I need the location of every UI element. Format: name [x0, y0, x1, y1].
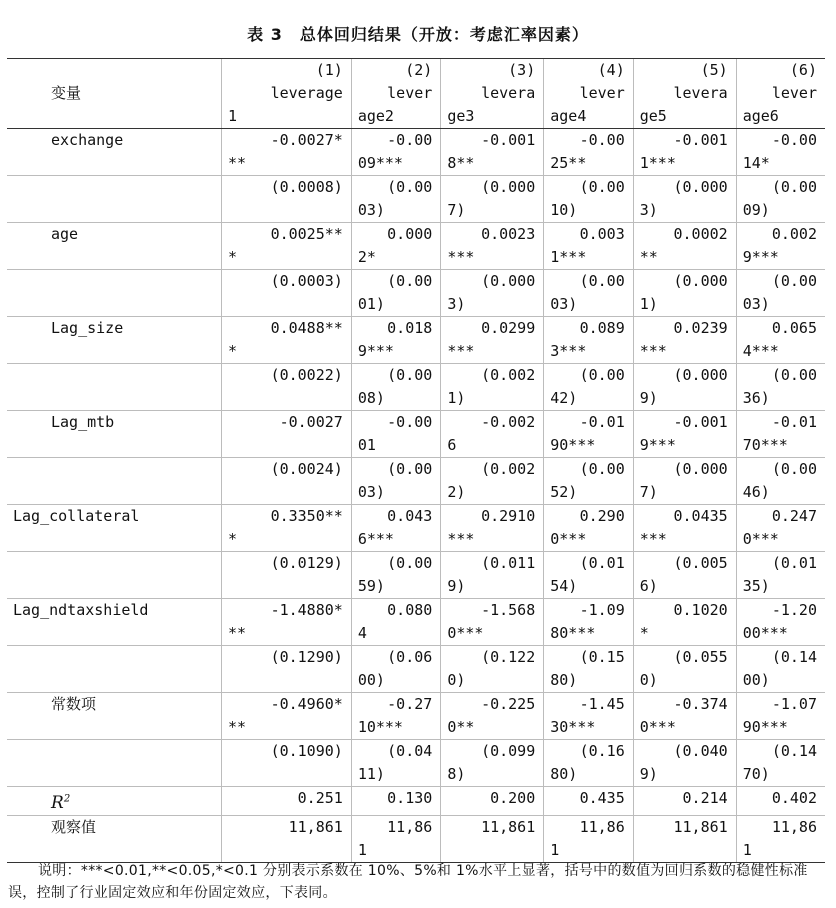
table-cell: (0.00: [351, 458, 441, 482]
table-cell: 03): [351, 481, 441, 505]
table-title: 表 3 总体回归结果（开放：考虑汇率因素）: [247, 25, 589, 44]
table-cell: 25**: [544, 152, 634, 176]
table-row: [7, 458, 825, 482]
table-cell: 0.003: [544, 223, 634, 247]
table-cell: 7): [633, 481, 736, 505]
table-cell: (0.00: [736, 176, 825, 200]
table-cell: 1): [633, 293, 736, 317]
table-cell: -1.20: [736, 599, 825, 623]
table-cell: (0.01: [544, 552, 634, 576]
row-label: 观察值: [7, 815, 222, 839]
table-cell: (0.16: [544, 740, 634, 764]
table-row: [7, 434, 825, 458]
table-cell: 6***: [351, 528, 441, 552]
table-cell: [222, 199, 352, 223]
table-cell: [222, 293, 352, 317]
row-label: Lag_collateral: [7, 505, 222, 529]
table-cell: 1: [544, 839, 634, 863]
table-cell: 03): [736, 293, 825, 317]
table-cell: (0.14: [736, 646, 825, 670]
table-cell: ***: [633, 528, 736, 552]
table-cell: (0.002: [441, 458, 544, 482]
table-row: [7, 176, 825, 200]
table-cell: 0***: [441, 622, 544, 646]
table-cell: -1.09: [544, 599, 634, 623]
table-cell: (5): [633, 59, 736, 83]
table-row: [7, 716, 825, 740]
row-label: [7, 763, 222, 787]
table-cell: (0.055: [633, 646, 736, 670]
table-row: [7, 815, 825, 839]
table-row: [7, 387, 825, 411]
table-cell: (0.1090): [222, 740, 352, 764]
table-cell: 0.214: [633, 787, 736, 816]
table-cell: (0.04: [351, 740, 441, 764]
table-cell: 0): [441, 669, 544, 693]
table-cell: 11,86: [736, 815, 825, 839]
table-cell: levera: [441, 82, 544, 105]
table-cell: 52): [544, 481, 634, 505]
table-cell: 0.2910: [441, 505, 544, 529]
table-cell: 90***: [544, 434, 634, 458]
table-cell: 14*: [736, 152, 825, 176]
table-cell: 0.3350**: [222, 505, 352, 529]
table-cell: 0.130: [351, 787, 441, 816]
table-cell: 08): [351, 387, 441, 411]
row-label: [7, 105, 222, 129]
table-cell: 2): [441, 481, 544, 505]
table-cell: ge5: [633, 105, 736, 129]
r-squared-label: $R^2$: [51, 792, 71, 813]
table-cell: ***: [441, 528, 544, 552]
table-row: [7, 481, 825, 505]
table-cell: 09***: [351, 152, 441, 176]
table-row: [7, 505, 825, 529]
table-cell: (0.1290): [222, 646, 352, 670]
row-label: [7, 716, 222, 740]
table-cell: 9): [441, 575, 544, 599]
table-cell: (0.000: [633, 270, 736, 294]
table-row: [7, 82, 825, 105]
table-cell: 11,861: [633, 815, 736, 839]
table-cell: (0.0129): [222, 552, 352, 576]
table-cell: leverage: [222, 82, 352, 105]
table-cell: age2: [351, 105, 441, 129]
table-cell: (6): [736, 59, 825, 83]
table-cell: 3): [633, 199, 736, 223]
table-cell: 0.065: [736, 317, 825, 341]
table-note: 说明：***<0.01,**<0.05,*<0.1 分别表示系数在 10%、5%和 1%水平上显著，括号中的数值为回归系数的稳健性标准误，控制了行业固定效应和年份固定效应，下表同。: [8, 863, 808, 901]
table-cell: 9***: [633, 434, 736, 458]
table-cell: (0.00: [736, 270, 825, 294]
table-cell: 1***: [633, 152, 736, 176]
table-cell: 0.1020: [633, 599, 736, 623]
table-cell: -0.374: [633, 693, 736, 717]
table-cell: (0.000: [441, 176, 544, 200]
table-cell: 70): [736, 763, 825, 787]
row-label: [7, 646, 222, 670]
table-cell: (0.00: [736, 364, 825, 388]
table-cell: (0.0008): [222, 176, 352, 200]
table-cell: 0.435: [544, 787, 634, 816]
table-cell: (0.0022): [222, 364, 352, 388]
table-cell: (0.01: [736, 552, 825, 576]
table-row: [7, 740, 825, 764]
row-label: [7, 481, 222, 505]
table-cell: 0.018: [351, 317, 441, 341]
table-cell: -0.01: [736, 411, 825, 435]
table-cell: -0.4960*: [222, 693, 352, 717]
table-cell: 7): [441, 199, 544, 223]
table-cell: 11,86: [544, 815, 634, 839]
table-cell: -0.001: [441, 129, 544, 153]
row-label: exchange: [51, 131, 124, 149]
row-label: Lag_mtb: [7, 411, 222, 435]
table-cell: lever: [736, 82, 825, 105]
row-label: [7, 458, 222, 482]
table-cell: 1: [222, 105, 352, 129]
table-row: [7, 340, 825, 364]
table-cell: 00***: [736, 622, 825, 646]
table-cell: (0.0024): [222, 458, 352, 482]
row-label: [7, 246, 222, 270]
table-cell: 0.0002: [633, 223, 736, 247]
table-cell: **: [222, 622, 352, 646]
row-label: [7, 364, 222, 388]
table-cell: 8): [441, 763, 544, 787]
table-row: [7, 622, 825, 646]
table-cell: lever: [351, 82, 441, 105]
row-label: [7, 740, 222, 764]
table-cell: 1: [351, 839, 441, 863]
table-cell: 01): [351, 293, 441, 317]
table-row: [7, 839, 825, 863]
table-cell: 1: [736, 839, 825, 863]
table-cell: (1): [222, 59, 352, 83]
row-label: [7, 839, 222, 863]
table-cell: 03): [351, 199, 441, 223]
table-row: [7, 528, 825, 552]
table-row: [7, 552, 825, 576]
table-row: [7, 105, 825, 129]
table-cell: (0.00: [351, 176, 441, 200]
table-row: [7, 575, 825, 599]
table-cell: 8**: [441, 152, 544, 176]
table-cell: 0.0488**: [222, 317, 352, 341]
row-label: [7, 340, 222, 364]
table-cell: 0.080: [351, 599, 441, 623]
table-cell: *: [222, 528, 352, 552]
table-cell: -0.001: [633, 129, 736, 153]
table-cell: -1.4880*: [222, 599, 352, 623]
row-label: 常数项: [7, 693, 222, 717]
table-cell: 1***: [544, 246, 634, 270]
table-cell: [222, 575, 352, 599]
table-cell: [222, 481, 352, 505]
table-cell: **: [222, 152, 352, 176]
row-label: [7, 787, 222, 816]
table-cell: 0.251: [222, 787, 352, 816]
table-cell: -0.002: [441, 411, 544, 435]
table-cell: (0.00: [544, 270, 634, 294]
table-cell: (0.06: [351, 646, 441, 670]
table-cell: 1): [441, 387, 544, 411]
table-cell: (3): [441, 59, 544, 83]
table-cell: (0.000: [633, 458, 736, 482]
row-label: [7, 575, 222, 599]
table-cell: levera: [633, 82, 736, 105]
table-cell: [633, 839, 736, 863]
table-cell: 11,861: [441, 815, 544, 839]
table-cell: 46): [736, 481, 825, 505]
table-row: [7, 270, 825, 294]
table-cell: 0***: [544, 528, 634, 552]
table-cell: **: [222, 716, 352, 740]
table-cell: (0.005: [633, 552, 736, 576]
table-cell: 0.043: [351, 505, 441, 529]
table-cell: -1.45: [544, 693, 634, 717]
table-cell: 90***: [736, 716, 825, 740]
table-cell: 9***: [351, 340, 441, 364]
table-row: [7, 129, 825, 153]
table-cell: **: [633, 246, 736, 270]
table-cell: 9***: [736, 246, 825, 270]
table-cell: 0.0023: [441, 223, 544, 247]
table-cell: (0.000: [441, 270, 544, 294]
table-cell: (0.15: [544, 646, 634, 670]
table-cell: (4): [544, 59, 634, 83]
row-label: 变量: [51, 84, 82, 102]
table-cell: *: [222, 246, 352, 270]
table-row: [7, 693, 825, 717]
table-cell: [222, 669, 352, 693]
table-cell: [222, 763, 352, 787]
table-cell: 0.0239: [633, 317, 736, 341]
table-row: [7, 293, 825, 317]
table-cell: 11): [351, 763, 441, 787]
table-cell: 0.402: [736, 787, 825, 816]
table-cell: 0.089: [544, 317, 634, 341]
table-row: [7, 317, 825, 341]
table-cell: 01: [351, 434, 441, 458]
table-cell: 0.0299: [441, 317, 544, 341]
table-cell: (0.00: [736, 458, 825, 482]
table-cell: 80***: [544, 622, 634, 646]
table-row: [7, 763, 825, 787]
table-cell: -0.0027: [222, 411, 352, 435]
table-cell: -0.00: [351, 411, 441, 435]
table-cell: lever: [544, 82, 634, 105]
table-cell: 4: [351, 622, 441, 646]
table-cell: [222, 387, 352, 411]
row-label: [7, 434, 222, 458]
table-row: [7, 364, 825, 388]
table-cell: 00): [736, 669, 825, 693]
table-cell: 0**: [441, 716, 544, 740]
table-cell: 0.200: [441, 787, 544, 816]
table-cell: 0***: [736, 528, 825, 552]
table-cell: age6: [736, 105, 825, 129]
table-cell: 6): [633, 575, 736, 599]
table-cell: (0.040: [633, 740, 736, 764]
table-cell: ***: [441, 246, 544, 270]
table-cell: 59): [351, 575, 441, 599]
table-cell: *: [633, 622, 736, 646]
table-cell: 35): [736, 575, 825, 599]
table-cell: 4***: [736, 340, 825, 364]
table-cell: 9): [633, 387, 736, 411]
table-row: [7, 787, 825, 816]
table-cell: -0.001: [633, 411, 736, 435]
row-label: [7, 199, 222, 223]
table-row: [7, 646, 825, 670]
table-cell: 36): [736, 387, 825, 411]
table-row: [7, 669, 825, 693]
row-label: [7, 528, 222, 552]
table-cell: -0.0027*: [222, 129, 352, 153]
table-cell: (0.14: [736, 740, 825, 764]
row-label: [7, 293, 222, 317]
table-cell: (0.0003): [222, 270, 352, 294]
table-cell: 0.0435: [633, 505, 736, 529]
table-cell: (0.000: [633, 364, 736, 388]
table-cell: ***: [441, 340, 544, 364]
table-row: [7, 599, 825, 623]
table-cell: 9): [633, 763, 736, 787]
table-cell: 0): [633, 669, 736, 693]
table-cell: 42): [544, 387, 634, 411]
table-row: [7, 223, 825, 247]
row-label: [7, 622, 222, 646]
table-cell: 2*: [351, 246, 441, 270]
table-cell: 0.000: [351, 223, 441, 247]
table-cell: (0.00: [544, 458, 634, 482]
table-row: [7, 199, 825, 223]
table-cell: 30***: [544, 716, 634, 740]
table-cell: 6: [441, 434, 544, 458]
table-row: [7, 246, 825, 270]
table-cell: 10): [544, 199, 634, 223]
table-cell: ***: [633, 340, 736, 364]
row-label: Lag_ndtaxshield: [7, 599, 222, 623]
table-cell: (0.011: [441, 552, 544, 576]
table-cell: [222, 434, 352, 458]
table-cell: -0.01: [544, 411, 634, 435]
row-label: [7, 176, 222, 200]
table-cell: (0.099: [441, 740, 544, 764]
row-label: [7, 552, 222, 576]
table-cell: (0.00: [351, 552, 441, 576]
table-cell: 0***: [633, 716, 736, 740]
table-cell: 0.247: [736, 505, 825, 529]
table-row: [7, 152, 825, 176]
table-cell: 80): [544, 669, 634, 693]
regression-table: [7, 58, 825, 863]
row-label: [7, 387, 222, 411]
table-cell: -0.27: [351, 693, 441, 717]
table-cell: (0.122: [441, 646, 544, 670]
table-cell: (2): [351, 59, 441, 83]
table-cell: age4: [544, 105, 634, 129]
header-blank: [7, 59, 222, 83]
table-cell: 03): [544, 293, 634, 317]
table-cell: 10***: [351, 716, 441, 740]
table-cell: 00): [351, 669, 441, 693]
table-cell: 0.0025**: [222, 223, 352, 247]
table-cell: [222, 839, 352, 863]
table-cell: (0.000: [633, 176, 736, 200]
table-cell: (0.00: [351, 270, 441, 294]
table-cell: 70***: [736, 434, 825, 458]
table-cell: -0.00: [544, 129, 634, 153]
table-row: [7, 411, 825, 435]
table-cell: [441, 839, 544, 863]
table-cell: ge3: [441, 105, 544, 129]
r-squared-sup: 2: [63, 793, 71, 804]
row-label: [7, 152, 222, 176]
table-cell: -0.00: [736, 129, 825, 153]
table-cell: 09): [736, 199, 825, 223]
table-row: [7, 59, 825, 83]
row-label: age: [7, 223, 222, 247]
table-cell: (0.00: [544, 176, 634, 200]
table-cell: 11,861: [222, 815, 352, 839]
table-cell: -0.00: [351, 129, 441, 153]
table-cell: 11,86: [351, 815, 441, 839]
row-label: [7, 270, 222, 294]
table-cell: 54): [544, 575, 634, 599]
table-cell: -1.568: [441, 599, 544, 623]
table-cell: *: [222, 340, 352, 364]
table-cell: (0.002: [441, 364, 544, 388]
table-cell: 0.290: [544, 505, 634, 529]
table-cell: -1.07: [736, 693, 825, 717]
row-label: Lag_size: [7, 317, 222, 341]
row-label: [7, 669, 222, 693]
table-cell: -0.225: [441, 693, 544, 717]
table-cell: 0.002: [736, 223, 825, 247]
table-cell: (0.00: [351, 364, 441, 388]
table-cell: 80): [544, 763, 634, 787]
table-cell: 3***: [544, 340, 634, 364]
table-cell: 3): [441, 293, 544, 317]
table-cell: (0.00: [544, 364, 634, 388]
